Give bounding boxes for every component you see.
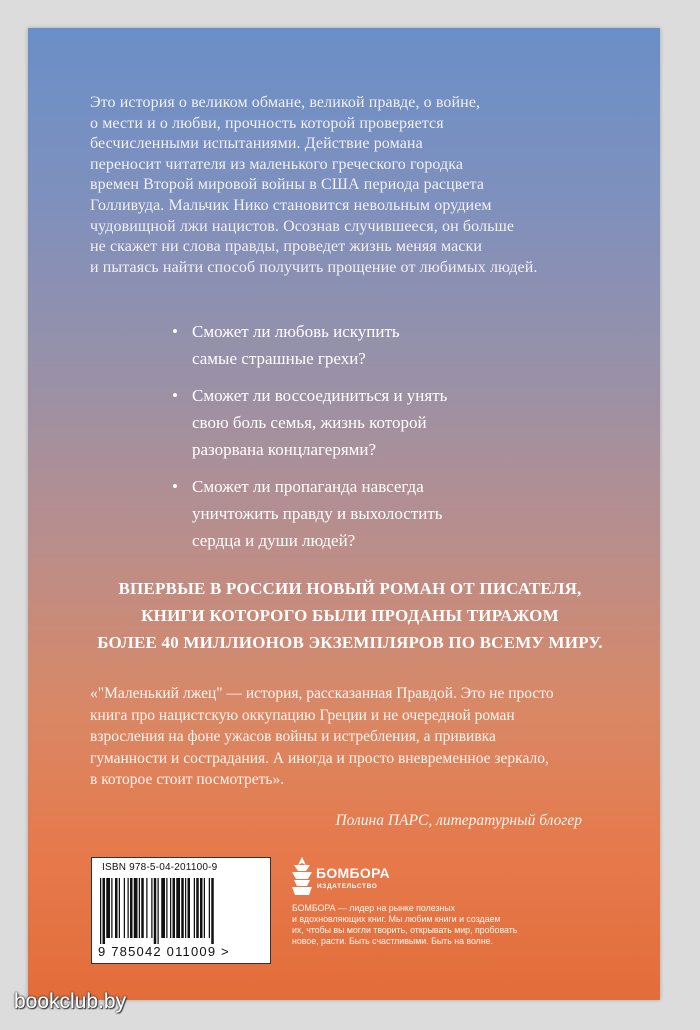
quote-line: «"Маленький лжец" — история, рассказанная Правдой. Это не просто	[90, 685, 554, 702]
barcode-stripe	[194, 878, 195, 938]
quote-line: книга про нацистскую оккупацию Греции и не очередной роман	[90, 706, 515, 724]
barcode-stripe	[154, 878, 157, 944]
site-watermark: bookclub.by	[14, 990, 127, 1013]
intro-line: о мести и о любви, прочность которой проверяется	[90, 114, 444, 132]
logo-subtitle: ИЗДАТЕЛЬСТВО	[317, 883, 378, 890]
barcode-icon	[100, 878, 262, 944]
publisher-line: БОМБОРА — лидер на рынке полезных	[292, 903, 456, 913]
headline-line: БОЛЕЕ 40 МИЛЛИОНОВ ЭКЗЕМПЛЯРОВ ПО ВСЕМУ МИРУ.	[97, 633, 603, 652]
barcode-stripe	[166, 878, 167, 938]
bullet-icon: •	[172, 322, 178, 341]
barcode-stripe	[119, 878, 120, 938]
question-item	[172, 382, 552, 463]
quote-line: гуманности и сострадания. А иногда и просто вневременное зеркало,	[90, 749, 549, 767]
quote-author: Полина ПАРС, литературный блогер	[335, 812, 582, 829]
barcode-stripe	[128, 878, 129, 938]
barcode-number: 9 785042 011009 >	[98, 944, 230, 959]
bullet-icon: •	[172, 477, 178, 496]
barcode-stripe	[181, 878, 184, 938]
intro-line: переносит читателя из маленького греческого городка	[90, 155, 464, 173]
barcode-stripe	[103, 878, 106, 944]
barcode-stripe	[211, 878, 214, 944]
barcode-box	[91, 857, 271, 964]
barcode-stripe	[170, 878, 171, 938]
headline-line: КНИГИ КОТОРОГО БЫЛИ ПРОДАНЫ ТИРАЖОМ	[141, 606, 559, 625]
barcode-stripe	[139, 878, 140, 938]
barcode-stripe	[134, 878, 138, 938]
review-quote	[90, 683, 610, 791]
quote-line: в которое стоит посмотреть».	[90, 771, 285, 788]
question-line: сердца и души людей?	[192, 531, 356, 550]
barcode-stripe	[188, 878, 191, 938]
question-line: самые страшные грехи?	[192, 349, 366, 368]
question-item	[172, 473, 552, 554]
headline-line: ВПЕРВЫЕ В РОССИИ НОВЫЙ РОМАН ОТ ПИСАТЕЛЯ,	[118, 579, 582, 598]
question-line: Сможет ли любовь искупить	[192, 322, 400, 341]
barcode-stripe	[200, 878, 203, 938]
bullet-icon: •	[172, 386, 178, 405]
barcode-stripe	[209, 878, 210, 938]
intro-line: бесчисленными испытаниями. Действие романа	[90, 135, 423, 153]
question-line: разорвана концлагерями?	[192, 440, 377, 459]
question-line: Сможет ли воссоединиться и унять	[192, 386, 448, 405]
intro-line: не скажет ни слова правды, проведет жизнь меняя маски	[90, 238, 483, 256]
publisher-line: их, чтобы вы могли творить, открывать мир, пробовать	[292, 925, 518, 935]
barcode-stripe	[115, 878, 118, 938]
barcode-stripe	[141, 878, 144, 938]
publisher-line: и вдохновляющих книг. Мы любим книги и создаем	[292, 914, 501, 924]
barcode-stripe	[176, 878, 180, 938]
barcode-stripe	[161, 878, 165, 938]
barcode-stripe	[124, 878, 125, 938]
barcode-stripe	[185, 878, 186, 938]
intro-line: Голливуда. Мальчик Нико становится невольным орудием	[90, 196, 492, 214]
logo-name: БОМБОРА	[316, 865, 390, 881]
quote-line: взросления на фоне ужасов войны и истребления, а прививка	[90, 728, 496, 745]
publisher-logo	[290, 855, 410, 900]
barcode-stripe	[158, 878, 159, 944]
barcode-stripe	[146, 878, 147, 938]
publisher-blurb	[292, 903, 592, 947]
barcode-stripe	[196, 878, 199, 938]
intro-line: чудовищной лжи нацистов. Осознав случившееся, он больше	[90, 217, 515, 235]
barcode-stripe	[204, 878, 205, 938]
question-line: уничтожить правду и выхолостить	[192, 504, 443, 523]
barcode-stripe	[100, 878, 101, 944]
question-list	[172, 318, 552, 564]
bombora-logo-icon	[290, 855, 314, 899]
barcode-stripe	[130, 878, 133, 938]
question-item	[172, 318, 552, 372]
isbn-text: ISBN 978-5-04-201100-9	[102, 862, 218, 873]
promo-headline	[88, 575, 612, 656]
barcode-stripe	[173, 878, 176, 938]
intro-line: и пытаясь найти способ получить прощение от любимых людей.	[90, 258, 538, 276]
intro-line: Это история о великом обмане, великой правде, о войне,	[90, 94, 481, 111]
barcode-stripe	[151, 878, 152, 938]
barcode-stripe	[111, 878, 112, 938]
intro-paragraph	[90, 93, 610, 278]
barcode-stripe	[106, 878, 110, 938]
question-line: свою боль семья, жизнь которой	[192, 413, 427, 432]
intro-line: времен Второй мировой войны в США периода расцвета	[90, 176, 485, 194]
publisher-line: новое, расти. Быть счастливыми. Быть на волне.	[292, 936, 494, 946]
question-line: Сможет ли пропаганда навсегда	[192, 477, 424, 496]
